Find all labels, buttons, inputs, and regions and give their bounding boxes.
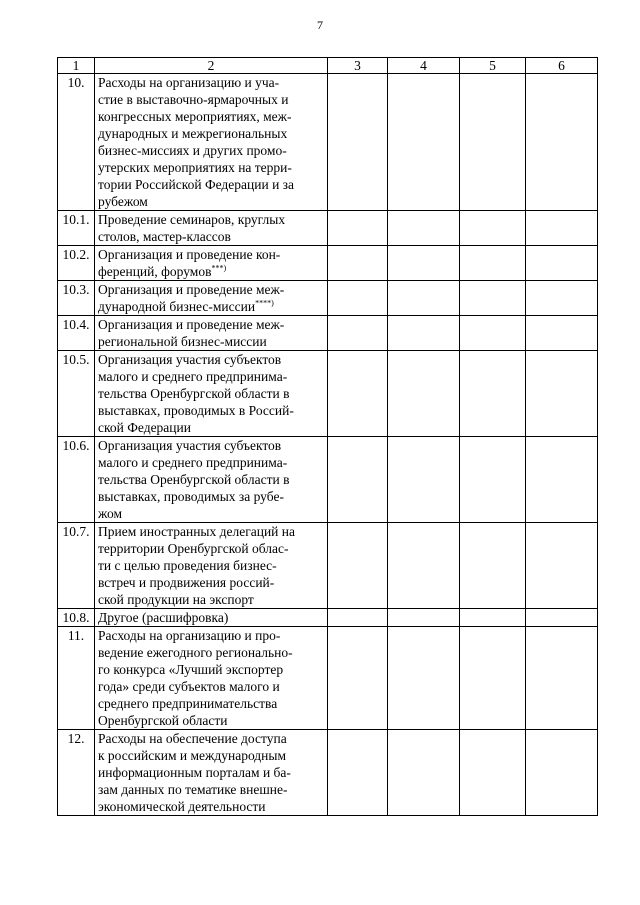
empty-value-cell [526, 281, 598, 316]
row-description [95, 351, 328, 437]
column-header: 6 [526, 58, 598, 74]
description-line: бизнес-миссиях и других промо- [98, 143, 287, 158]
empty-value-cell [460, 74, 526, 211]
empty-value-cell [388, 730, 460, 816]
description-line: территории Оренбургской облас- [98, 541, 289, 556]
description-line: Расходы на обеспечение доступа [98, 731, 287, 746]
row-number: 10.8. [58, 609, 95, 627]
description-line: ти с целью проведения бизнес- [98, 558, 277, 573]
column-header: 3 [328, 58, 388, 74]
description-line: жом [98, 506, 123, 521]
empty-value-cell [460, 246, 526, 281]
description-line: среднего предпринимательства [98, 696, 278, 711]
empty-value-cell [526, 523, 598, 609]
footnote-marker: ****) [255, 298, 274, 308]
table-row [58, 246, 598, 281]
table-header-row [58, 58, 598, 74]
description-line: ской Федерации [98, 420, 191, 435]
empty-value-cell [460, 730, 526, 816]
description-line: ференций, форумов [98, 264, 212, 279]
row-description [95, 627, 328, 730]
row-number: 11. [58, 627, 95, 730]
empty-value-cell [328, 351, 388, 437]
table-row [58, 437, 598, 523]
empty-value-cell [328, 246, 388, 281]
row-number: 10.1. [58, 211, 95, 246]
description-line: зам данных по тематике внешне- [98, 782, 288, 797]
empty-value-cell [328, 523, 388, 609]
empty-value-cell [460, 627, 526, 730]
empty-value-cell [388, 74, 460, 211]
empty-value-cell [526, 730, 598, 816]
empty-value-cell [328, 211, 388, 246]
empty-value-cell [388, 316, 460, 351]
empty-value-cell [388, 437, 460, 523]
empty-value-cell [526, 246, 598, 281]
description-line: Организация и проведение меж- [98, 282, 285, 297]
description-line: дународных и межрегиональных [98, 126, 288, 141]
empty-value-cell [388, 246, 460, 281]
table-row [58, 74, 598, 211]
row-description [95, 609, 328, 627]
description-line: малого и среднего предпринима- [98, 369, 288, 384]
empty-value-cell [328, 437, 388, 523]
description-line: года» среди субъектов малого и [98, 679, 280, 694]
empty-value-cell [460, 609, 526, 627]
row-description [95, 74, 328, 211]
row-number: 10.5. [58, 351, 95, 437]
description-line: Прием иностранных делегаций на [98, 524, 295, 539]
description-line: Организация и проведение кон- [98, 247, 281, 262]
empty-value-cell [328, 316, 388, 351]
table-row [58, 351, 598, 437]
empty-value-cell [328, 281, 388, 316]
description-line: Расходы на организацию и уча- [98, 75, 280, 90]
empty-value-cell [460, 316, 526, 351]
description-line: Оренбургской области [98, 713, 228, 728]
empty-value-cell [526, 609, 598, 627]
empty-value-cell [460, 437, 526, 523]
table-row [58, 627, 598, 730]
description-line: столов, мастер-классов [98, 229, 231, 244]
empty-value-cell [328, 74, 388, 211]
row-number: 10.3. [58, 281, 95, 316]
description-line: конгрессных мероприятиях, меж- [98, 109, 292, 124]
description-line: Проведение семинаров, круглых [98, 212, 286, 227]
description-line: стие в выставочно-ярмарочных и [98, 92, 289, 107]
empty-value-cell [526, 316, 598, 351]
empty-value-cell [526, 627, 598, 730]
row-description [95, 281, 328, 316]
empty-value-cell [460, 211, 526, 246]
description-line: Организация и проведение меж- [98, 317, 285, 332]
row-description [95, 246, 328, 281]
empty-value-cell [388, 281, 460, 316]
empty-value-cell [460, 281, 526, 316]
table-row [58, 730, 598, 816]
description-line: утерских мероприятиях на терри- [98, 160, 292, 175]
row-number: 10. [58, 74, 95, 211]
empty-value-cell [328, 609, 388, 627]
description-line: встреч и продвижения россий- [98, 575, 275, 590]
description-line: информационным порталам и ба- [98, 765, 291, 780]
description-line: выставках, проводимых за рубе- [98, 489, 284, 504]
table-row [58, 316, 598, 351]
page-number: 7 [317, 18, 323, 32]
description-line: тельства Оренбургской области в [98, 386, 290, 401]
row-description [95, 730, 328, 816]
row-description [95, 316, 328, 351]
description-line: малого и среднего предпринима- [98, 455, 288, 470]
description-line: тельства Оренбургской области в [98, 472, 290, 487]
row-number: 10.6. [58, 437, 95, 523]
description-line: ской продукции на экспорт [98, 592, 254, 607]
row-number: 10.4. [58, 316, 95, 351]
empty-value-cell [526, 74, 598, 211]
description-line: Расходы на организацию и про- [98, 628, 281, 643]
empty-value-cell [526, 437, 598, 523]
description-line: тории Российской Федерации и за [98, 177, 295, 192]
column-header: 4 [388, 58, 460, 74]
description-line: го конкурса «Лучший экспортер [98, 662, 284, 677]
row-description [95, 211, 328, 246]
description-line: экономической деятельности [98, 799, 266, 814]
empty-value-cell [388, 627, 460, 730]
empty-value-cell [460, 523, 526, 609]
table-row [58, 609, 598, 627]
empty-value-cell [328, 730, 388, 816]
table-row [58, 211, 598, 246]
empty-value-cell [526, 351, 598, 437]
expenses-table [57, 57, 598, 816]
column-header: 2 [95, 58, 328, 74]
description-line: рубежом [98, 194, 148, 209]
column-header: 1 [58, 58, 95, 74]
table-row [58, 281, 598, 316]
row-description [95, 523, 328, 609]
description-line: к российским и международным [98, 748, 287, 763]
empty-value-cell [388, 211, 460, 246]
empty-value-cell [388, 351, 460, 437]
empty-value-cell [388, 609, 460, 627]
row-number: 12. [58, 730, 95, 816]
empty-value-cell [328, 627, 388, 730]
footnote-marker: ***) [211, 263, 227, 273]
row-number: 10.2. [58, 246, 95, 281]
column-header: 5 [460, 58, 526, 74]
description-line: Другое (расшифровка) [98, 610, 229, 625]
empty-value-cell [388, 523, 460, 609]
description-line: региональной бизнес-миссии [98, 334, 267, 349]
description-line: ведение ежегодного регионально- [98, 645, 293, 660]
empty-value-cell [526, 211, 598, 246]
row-description [95, 437, 328, 523]
row-number: 10.7. [58, 523, 95, 609]
description-line: дународной бизнес-миссии [98, 299, 256, 314]
table-row [58, 523, 598, 609]
description-line: Организация участия субъектов [98, 438, 282, 453]
empty-value-cell [460, 351, 526, 437]
description-line: Организация участия субъектов [98, 352, 282, 367]
description-line: выставках, проводимых в Россий- [98, 403, 294, 418]
